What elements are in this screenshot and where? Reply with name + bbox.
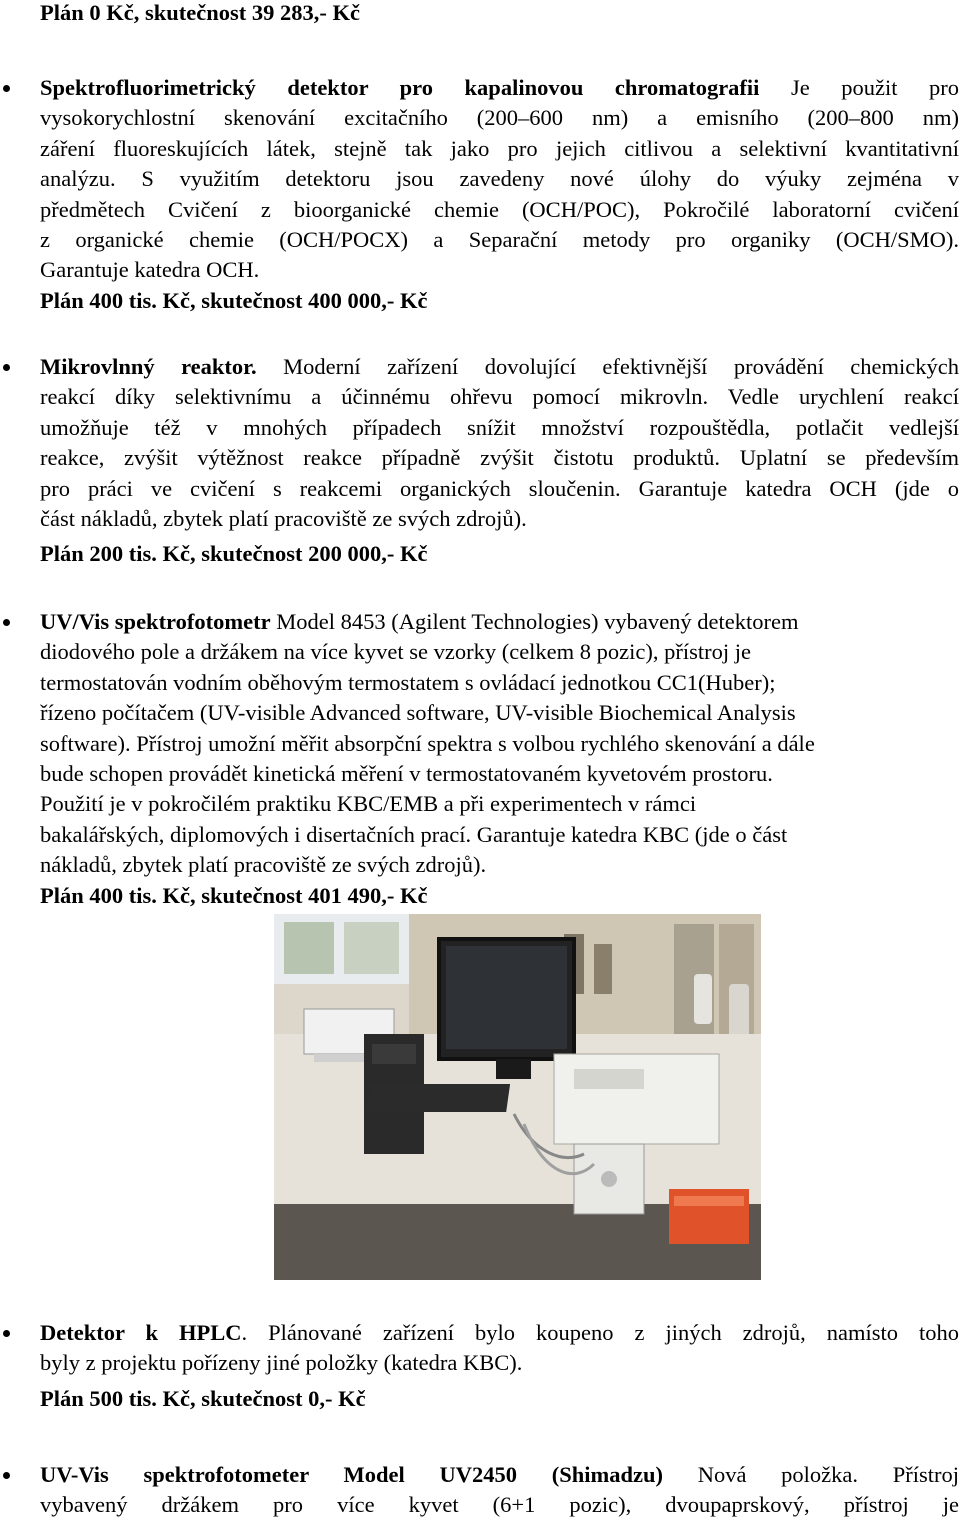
item-title: Spektrofluorimetrický detektor pro kapalinovou chromatografii — [40, 75, 760, 100]
bullet-4 — [3, 1330, 10, 1337]
lab-equipment-photo — [274, 914, 761, 1280]
item-plan: Plán 400 tis. Kč, skutečnost 401 490,- Kč — [40, 882, 428, 908]
item-uv-vis-spektrofotometr: UV/Vis spektrofotometr Model 8453 (Agilent Technologies) vybavený detektorem diodového pole a držákem na více kyvet se vzorky (celkem 8 pozic), přístroj je termostatován vodním oběhovým termostatem s ovládací jednotkou CC1(Huber); řízeno počítačem (UV-visible Advanced software, UV-visible Biochemical Analysis software). Přístroj umožní měřit absorpční spektra s volbou rychlého skenování a dále bude schopen provádět kinetická měření v termostatovaném kyvetovém prostoru. Použití je v pokročilém praktiku KBC/EMB a při experimentech v rámci bakalářských, diplomových i disertačních prací. Garantuje katedra KBC (jde o část nákladů, zbytek platí pracoviště ze svých zdrojů). Plán 400 tis. Kč, skutečnost 401 490,- Kč — [40, 609, 815, 908]
bullet-3 — [3, 619, 10, 626]
item-title: Mikrovlnný reaktor. — [40, 354, 257, 379]
item-plan: Plán 200 tis. Kč, skutečnost 200 000,- Kč — [40, 541, 428, 567]
item-title: UV-Vis spektrofotometer Model UV2450 (Shimadzu) — [40, 1462, 663, 1487]
item-title: Detektor k HPLC — [40, 1320, 242, 1345]
bullet-5 — [3, 1472, 10, 1479]
item-plan: Plán 500 tis. Kč, skutečnost 0,- Kč — [40, 1385, 366, 1411]
item-mikrovlnny-reaktor: Mikrovlnný reaktor. Moderní zařízení dovolující efektivnější provádění chemických reakcí díky selektivnímu a účinnému ohřevu pomocí mikrovln. Vedle urychlení reakcí umožňuje též v mnohých případech snížit množství rozpouštědla, potlačit vedlejší reakce, zvýšit výtěžnost reakce případně zvýšit čistotu produktů. Uplatní se především pro práci ve cvičení s reakcemi organických sloučenin. Garantuje katedra OCH (jde o část nákladů, zbytek platí pracoviště ze svých zdrojů). Plán 200 tis. Kč, skutečnost 200 000,- Kč — [40, 354, 959, 567]
item-title: UV/Vis spektrofotometr — [40, 609, 271, 634]
item-uv-vis-shimadzu: UV-Vis spektrofotometer Model UV2450 (Shimadzu) Nová položka. Přístroj vybavený držákem pro více kyvet (6+1 pozic), dvoupaprskový, přístroj je — [40, 1462, 959, 1518]
top-plan: Plán 0 Kč, skutečnost 39 283,- Kč — [40, 0, 360, 25]
bullet-2 — [3, 364, 10, 371]
bullet-1 — [3, 85, 10, 92]
item-spektrofluorimetricky-detektor: Spektrofluorimetrický detektor pro kapalinovou chromatografii Je použit pro vysokorychlostní skenování excitačního (200–600 nm) a emisního (200–800 nm) záření fluoreskujících látek, stejně tak jako pro jejich citlivou a selektivní kvantitativní analýzu. S využitím detektoru jsou zavedeny nové úlohy do výuky zejména v předmětech Cvičení z bioorganické chemie (OCH/POC), Pokročilé laboratorní cvičení z organické chemie (OCH/POCX) a Separační metody pro organiky (OCH/SMO). Garantuje katedra OCH. Plán 400 tis. Kč, skutečnost 400 000,- Kč — [40, 75, 959, 313]
item-detektor-k-hplc: Detektor k HPLC. Plánované zařízení bylo koupeno z jiných zdrojů, namísto toho byly z projektu pořízeny jiné položky (katedra KBC). Plán 500 tis. Kč, skutečnost 0,- Kč — [40, 1320, 960, 1411]
item-plan: Plán 400 tis. Kč, skutečnost 400 000,- Kč — [40, 287, 428, 313]
